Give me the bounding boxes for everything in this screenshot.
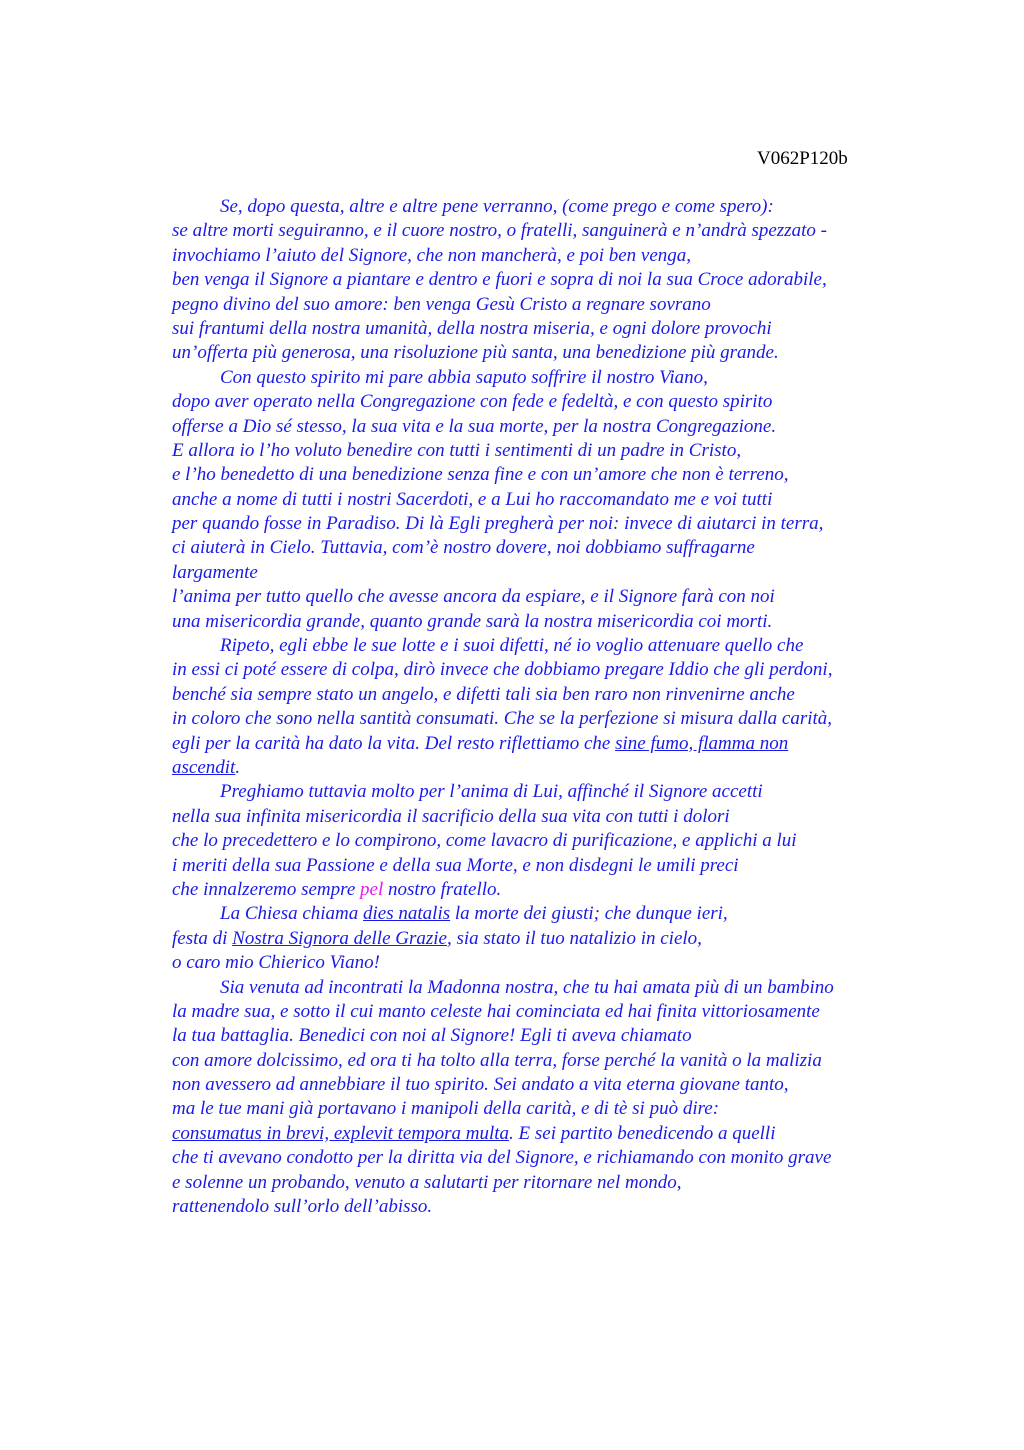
text-segment: e l’ho benedetto di una benedizione senza fine e con un’amore che non è terreno, — [172, 464, 789, 486]
text-line — [172, 805, 834, 829]
text-segment: festa di — [172, 927, 233, 949]
text-segment: offerse a Dio sé stesso, la sua vita e la sua morte, per la nostra Congregazione. — [172, 415, 777, 437]
text-line — [172, 317, 834, 341]
text-segment: , sia stato il tuo natalizio in cielo, — [446, 927, 702, 949]
text-segment: dopo aver operato nella Congregazione con fede e fedeltà, e con questo spirito — [172, 391, 773, 413]
text-segment: non avessero ad annebbiare il tuo spirito. Sei andato a vita eterna giovane tanto, — [172, 1074, 789, 1096]
text-segment: anche a nome di tutti i nostri Sacerdoti, e a Lui ho raccomandato me e voi tutti — [172, 488, 773, 510]
text-line — [172, 219, 834, 243]
text-line — [172, 268, 834, 292]
text-line — [172, 878, 834, 902]
text-line — [172, 1000, 834, 1024]
text-segment: la tua battaglia. Benedici con noi al Signore! Egli ti aveva chiamato — [172, 1025, 692, 1047]
text-line — [172, 927, 834, 951]
text-line — [172, 585, 834, 609]
text-segment: se altre morti seguiranno, e il cuore nostro, o fratelli, sanguinerà e n’andrà spezzato - — [172, 220, 827, 242]
underlined-phrase: consumatus in brevi, explevit tempora multa — [172, 1122, 510, 1144]
text-line — [172, 902, 834, 926]
text-segment: un’offerta più generosa, una risoluzione più santa, una benedizione più grande. — [172, 342, 779, 364]
text-segment: nella sua infinita misericordia il sacrificio della sua vita con tutti i dolori — [172, 805, 730, 827]
text-segment: sui frantumi della nostra umanità, della nostra miseria, e ogni dolore provochi — [172, 317, 772, 339]
text-line — [172, 390, 834, 414]
text-line — [172, 244, 834, 268]
text-segment: la morte dei giusti; che dunque ieri, — [450, 903, 728, 925]
text-line — [172, 780, 834, 804]
underlined-phrase: dies natalis — [363, 903, 451, 925]
text-segment: rattenendolo sull’orlo dell’abisso. — [172, 1196, 433, 1218]
document-body — [172, 195, 834, 1219]
text-line — [172, 634, 834, 658]
text-line — [172, 1195, 834, 1219]
document-id: V062P120b — [757, 148, 848, 169]
text-segment: Ripeto, egli ebbe le sue lotte e i suoi difetti, né io voglio attenuare quello che — [220, 635, 804, 657]
highlighted-word: pel — [360, 878, 384, 900]
text-segment: La Chiesa chiama — [220, 903, 364, 925]
text-segment: Preghiamo tuttavia molto per l’anima di Lui, affinché il Signore accetti — [220, 781, 763, 803]
text-line — [172, 756, 834, 780]
text-segment: una misericordia grande, quanto grande sarà la nostra misericordia coi morti. — [172, 610, 773, 632]
text-segment: l’anima per tutto quello che avesse ancora da espiare, e il Signore farà con noi — [172, 586, 775, 608]
text-segment: pegno divino del suo amore: ben venga Gesù Cristo a regnare sovrano — [172, 293, 711, 315]
text-segment: ci aiuterà in Cielo. Tuttavia, com’è nostro dovere, noi dobbiamo suffragarne — [172, 537, 755, 559]
text-segment: invochiamo l’aiuto del Signore, che non mancherà, e poi ben venga, — [172, 244, 692, 266]
text-segment: nostro fratello. — [383, 878, 502, 900]
text-line — [172, 1146, 834, 1170]
text-segment: benché sia sempre stato un angelo, e difetti tali sia ben raro non rinvenirne anche — [172, 683, 795, 705]
text-segment: Con questo spirito mi pare abbia saputo soffrire il nostro Viano, — [220, 366, 708, 388]
underlined-phrase: sine fumo, flamma non — [615, 732, 789, 754]
text-line — [172, 854, 834, 878]
underlined-phrase: ascendit — [172, 756, 236, 778]
text-segment: per quando fosse in Paradiso. Di là Egli pregherà per noi: invece di aiutarci in terra, — [172, 513, 824, 535]
text-line — [172, 561, 834, 585]
text-line — [172, 1122, 834, 1146]
text-segment: egli per la carità ha dato la vita. Del resto riflettiamo che — [172, 732, 616, 754]
text-segment: che lo precedettero e lo compirono, come lavacro di purificazione, e applichi a lui — [172, 830, 797, 852]
text-segment: che innalzeremo sempre — [172, 878, 361, 900]
text-line — [172, 683, 834, 707]
text-segment: largamente — [172, 561, 258, 583]
text-segment: . E sei partito benedicendo a quelli — [509, 1122, 776, 1144]
text-line — [172, 195, 834, 219]
text-line — [172, 1097, 834, 1121]
text-line — [172, 1049, 834, 1073]
text-line — [172, 951, 834, 975]
text-line — [172, 488, 834, 512]
text-line — [172, 707, 834, 731]
text-segment: con amore dolcissimo, ed ora ti ha tolto alla terra, forse perché la vanità o la malizia — [172, 1049, 822, 1071]
text-segment: in essi ci poté essere di colpa, dirò invece che dobbiamo pregare Iddio che gli perdoni, — [172, 659, 833, 681]
text-line — [172, 1171, 834, 1195]
text-line — [172, 732, 834, 756]
text-line — [172, 976, 834, 1000]
text-line — [172, 341, 834, 365]
text-line — [172, 536, 834, 560]
text-segment: la madre sua, e sotto il cui manto celeste hai cominciata ed hai finita vittoriosamente — [172, 1000, 820, 1022]
text-segment: ben venga il Signore a piantare e dentro e fuori e sopra di noi la sua Croce adorabile, — [172, 269, 827, 291]
text-segment: Sia venuta ad incontrati la Madonna nostra, che tu hai amata più di un bambino — [220, 976, 834, 998]
text-segment: in coloro che sono nella santità consumati. Che se la perfezione si misura dalla carità, — [172, 708, 833, 730]
text-segment: ma le tue mani già portavano i manipoli della carità, e di tè si può dire: — [172, 1098, 720, 1120]
text-line — [172, 658, 834, 682]
text-segment: o caro mio Chierico Viano! — [172, 952, 380, 974]
text-line — [172, 610, 834, 634]
text-line — [172, 439, 834, 463]
underlined-phrase: Nostra Signora delle Grazie — [232, 927, 447, 949]
text-segment: Se, dopo questa, altre e altre pene verranno, (come prego e come spero): — [220, 196, 774, 217]
text-line — [172, 829, 834, 853]
text-line — [172, 512, 834, 536]
text-line — [172, 293, 834, 317]
text-line — [172, 415, 834, 439]
text-segment: i meriti della sua Passione e della sua Morte, e non disdegni le umili preci — [172, 854, 739, 876]
text-line — [172, 1024, 834, 1048]
text-segment: e solenne un probando, venuto a salutarti per ritornare nel mondo, — [172, 1171, 682, 1193]
text-segment: E allora io l’ho voluto benedire con tutti i sentimenti di un padre in Cristo, — [172, 439, 742, 461]
text-line — [172, 1073, 834, 1097]
text-line — [172, 463, 834, 487]
text-segment: che ti avevano condotto per la diritta via del Signore, e richiamando con monito grave — [172, 1147, 832, 1169]
text-segment: . — [235, 756, 241, 778]
text-line — [172, 366, 834, 390]
